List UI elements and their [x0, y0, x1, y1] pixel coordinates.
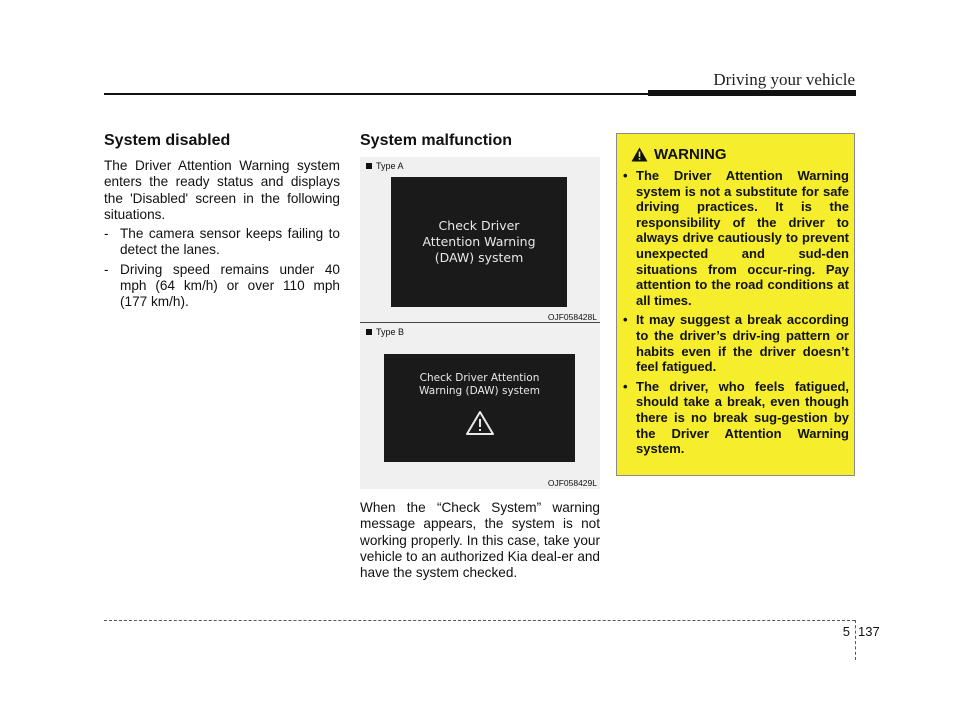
- figure-a-code: OJF058428L: [547, 312, 597, 322]
- square-bullet-icon: [366, 329, 372, 335]
- screen-b-line: Check Driver Attention: [419, 372, 540, 384]
- disabled-intro: The Driver Attention Warning system enters the ready status and displays the 'Disabled' screen in the following situations.: [104, 158, 340, 222]
- warning-box: [616, 133, 855, 476]
- section-heading-malfunction: System malfunction: [360, 132, 513, 149]
- bullet-marker: •: [623, 168, 628, 183]
- warning-item-text: The driver, who feels fatigued, should take a break, even though there is no break sug-gestion by the Driver Attention Warning system.: [636, 378, 849, 457]
- page-number: 137: [858, 624, 880, 639]
- running-header: Driving your vehicle: [713, 70, 855, 89]
- section-number: 5: [842, 624, 850, 639]
- screen-a-line: (DAW) system: [434, 250, 524, 265]
- figure-type-b: [360, 323, 600, 489]
- figure-a-label-text: Type A: [376, 161, 404, 171]
- cluster-screen-b: [384, 354, 575, 462]
- square-bullet-icon: [366, 163, 372, 169]
- warning-item: [623, 379, 849, 457]
- screen-a-line: Attention Warning: [422, 234, 536, 249]
- cluster-screen-a: [391, 177, 567, 307]
- figure-b-code: OJF058429L: [547, 478, 597, 488]
- malfunction-text: When the “Check System” warning message appears, the system is not working properly. In this case, take your vehicle to an authorized Kia deal-er and have the system checked.: [360, 500, 600, 581]
- warning-item-text: The Driver Attention Warning system is not a substitute for safe driving practices. It is the responsibility of the driver to always drive cautiously to prevent unexpected and sud-den situations from occur-ring. Pay attention to the road conditions at all times.: [636, 168, 849, 308]
- disabled-item-text: The camera sensor keeps failing to detect the lanes.: [120, 226, 340, 258]
- warning-header: [631, 146, 727, 163]
- figure-a-label: [366, 161, 404, 171]
- figure-type-a: [360, 157, 600, 322]
- screen-a-line: Check Driver: [438, 218, 520, 233]
- page-number-divider: [855, 620, 856, 660]
- section-heading-disabled: System disabled: [104, 132, 231, 149]
- disabled-item-text: Driving speed remains under 40 mph (64 km/h) or over 110 mph (177 km/h).: [120, 261, 340, 310]
- disabled-item: [104, 226, 340, 259]
- header-bar: [648, 90, 856, 96]
- disabled-item: [104, 262, 340, 311]
- warning-item: [623, 312, 849, 374]
- bullet-marker: •: [623, 312, 628, 328]
- bullet-marker: •: [623, 378, 628, 394]
- warning-list: [623, 168, 849, 461]
- figure-b-label-text: Type B: [376, 327, 405, 337]
- screen-b-line: Warning (DAW) system: [419, 385, 540, 397]
- footer-rule: [104, 620, 855, 621]
- warning-item-text: It may suggest a break according to the driver’s driv-ing pattern or habits even if the driver doesn’t feel fatigued.: [636, 312, 849, 375]
- warning-triangle-icon: [465, 410, 495, 436]
- dash-marker: -: [104, 261, 109, 277]
- warning-triangle-icon: [631, 147, 648, 162]
- warning-title: WARNING: [654, 146, 727, 163]
- figure-b-label: [366, 327, 404, 337]
- left-column: [104, 132, 340, 311]
- warning-item: [623, 168, 849, 308]
- dash-marker: -: [104, 226, 109, 242]
